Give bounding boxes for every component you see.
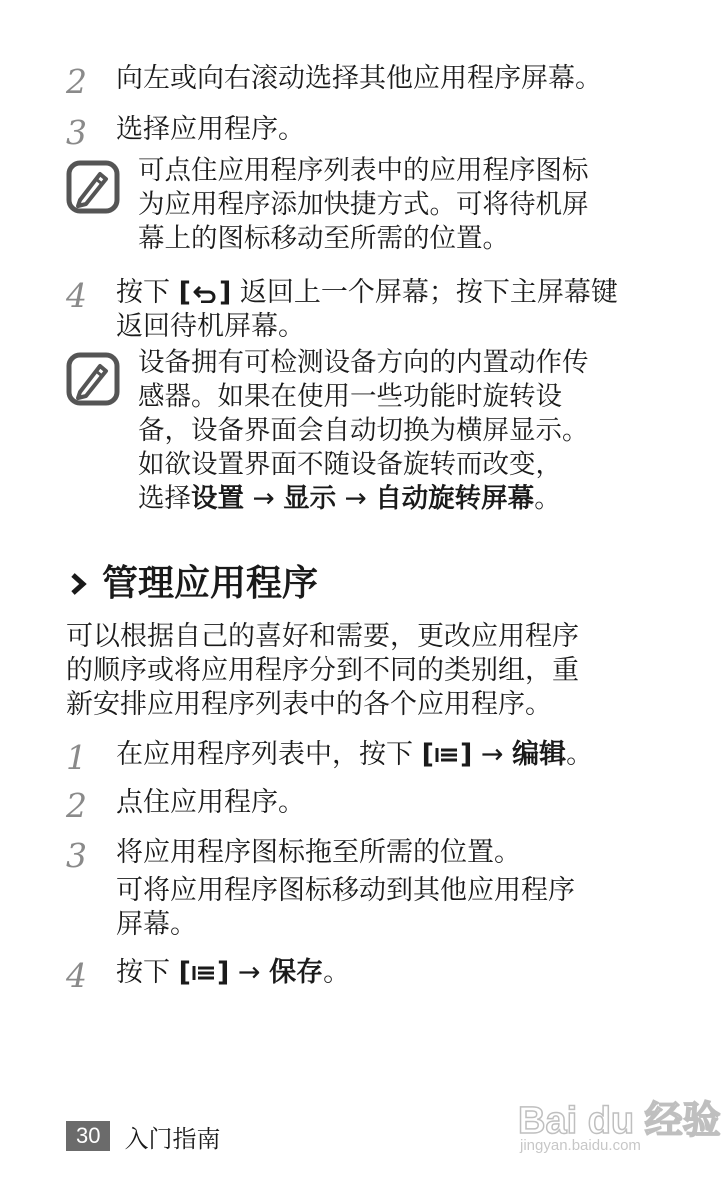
step-text: 在应用程序列表中，按下 [ ] → 编辑。	[116, 739, 594, 770]
menu-key-icon	[192, 963, 216, 983]
baidu-watermark	[500, 1085, 721, 1165]
step-text: 选择应用程序。	[116, 114, 305, 145]
step-text: 向左或向右滚动选择其他应用程序屏幕。	[116, 63, 602, 94]
note-line: 为应用程序添加快捷方式。可将待机屏	[138, 189, 589, 220]
note-line: 备，设备界面会自动切换为横屏显示。	[138, 415, 589, 446]
intro-line: 的顺序或将应用程序分到不同的类别组，重	[66, 655, 579, 686]
note-line: 幕上的图标移动至所需的位置。	[138, 223, 509, 254]
menu-key: [ ]	[421, 739, 473, 770]
step-text: 返回待机屏幕。	[116, 311, 305, 342]
step-number: 3	[66, 836, 87, 875]
step-number: 2	[66, 62, 87, 101]
page-footer	[66, 1120, 220, 1152]
step-subtext: 可将应用程序图标移动到其他应用程序	[116, 875, 575, 906]
page-number-badge: 30	[66, 1121, 110, 1151]
step-text: 点住应用程序。	[116, 787, 305, 818]
step-text: 按下 [ ] → 保存。	[116, 957, 351, 988]
settings-path: 选择设置 → 显示 → 自动旋转屏幕。	[138, 483, 561, 514]
chevron-right-icon	[66, 569, 92, 599]
menu-key-icon	[435, 745, 459, 765]
step-number: 3	[66, 113, 87, 152]
back-key: [ ]	[178, 277, 232, 308]
step-number: 4	[66, 956, 87, 995]
step-text: 将应用程序图标拖至所需的位置。	[116, 837, 521, 868]
menu-key: [ ]	[178, 957, 230, 988]
intro-line: 新安排应用程序列表中的各个应用程序。	[66, 689, 552, 720]
step-text: 按下 [ ] 返回上一个屏幕；按下主屏幕键	[116, 277, 618, 308]
note-pencil-icon	[66, 160, 120, 214]
step-number: 2	[66, 786, 87, 825]
note-line: 如欲设置界面不随设备旋转而改变，	[138, 449, 562, 480]
section-heading	[66, 560, 666, 608]
note-line: 可点住应用程序列表中的应用程序图标	[138, 155, 589, 186]
note-pencil-icon	[66, 352, 120, 406]
watermark-logo-text: Bai du 经验	[518, 1100, 721, 1142]
intro-paragraph	[66, 620, 666, 722]
note-line: 设备拥有可检测设备方向的内置动作传	[138, 347, 589, 378]
footer-title: 入门指南	[124, 1124, 221, 1153]
step-subtext: 屏幕。	[116, 909, 197, 940]
watermark-url: jingyan.baidu.com	[520, 1137, 641, 1154]
note-line: 感器。如果在使用一些功能时旋转设	[138, 381, 562, 412]
back-arrow-icon	[192, 283, 218, 303]
step-number: 1	[66, 738, 87, 777]
section-title: 管理应用程序	[102, 563, 319, 604]
intro-line: 可以根据自己的喜好和需要，更改应用程序	[66, 621, 579, 652]
step-number: 4	[66, 276, 87, 315]
